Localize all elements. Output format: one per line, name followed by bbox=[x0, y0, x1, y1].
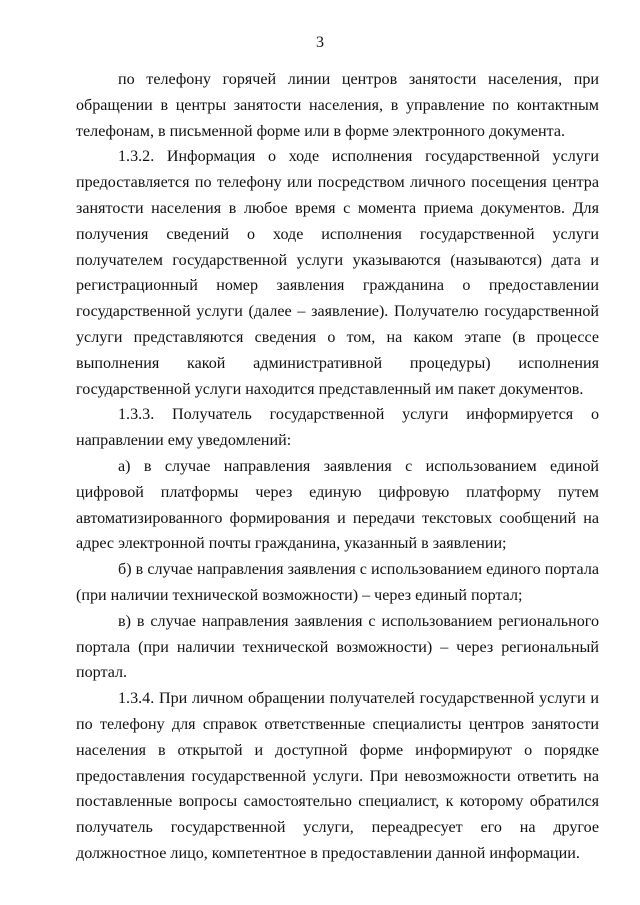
list-item-a: а) в случае направления заявления с использованием единой цифровой платформы через единую цифровую платформу путем автоматизированного формирования и передачи текстовых сообщений на адрес электронной почты гражданина, указанный в заявлении; bbox=[76, 457, 599, 553]
paragraph-1-3-3: 1.3.3. Получатель государственной услуги информируется о направлении ему уведомлений: bbox=[76, 406, 599, 450]
list-item-v: в) в случае направления заявления с использованием регионального портала (при наличии технической возможности) – через региональный портал. bbox=[76, 612, 599, 682]
list-item-b: б) в случае направления заявления с использованием единого портала (при наличии технической возможности) – через единый портал; bbox=[76, 561, 599, 604]
paragraph-1-3-2: 1.3.2. Информация о ходе исполнения государственной услуги предоставляется по телефону или посредством личного посещения центра занятости населения в любое время с момента приема документов. Для получения сведений о ходе исполнения государственной услуги получателем государственной услуги указываются (называются) дата и регистрационный номер заявления гражданина о предоставлении государственной услуги (далее – заявление). Получателю государственной услуги представляются сведения о том, на каком этапе (в процессе выполнения какой административной процедуры) исполнения государственной услуги находится представленный им пакет документов. bbox=[76, 148, 599, 398]
page-number: 3 bbox=[316, 34, 324, 51]
paragraph-continuation: по телефону горячей линии центров занятости населения, при обращении в центры занятости населения, в управление по контактным телефонам, в письменной форме или в форме электронного документа. bbox=[76, 71, 599, 140]
document-body bbox=[76, 67, 599, 867]
paragraph-1-3-4: 1.3.4. При личном обращении получателей государственной услуги и по телефону для справок ответственные специалисты центров занятости населения в открытой и доступной форме информируют о порядке предоставления государственной услуги. При невозможности ответить на поставленные вопросы самостоятельно специалист, к которому обратился получатель государственной услуги, переадресует его на другое должностное лицо, компетентное в предоставлении данной информации. bbox=[76, 690, 599, 862]
